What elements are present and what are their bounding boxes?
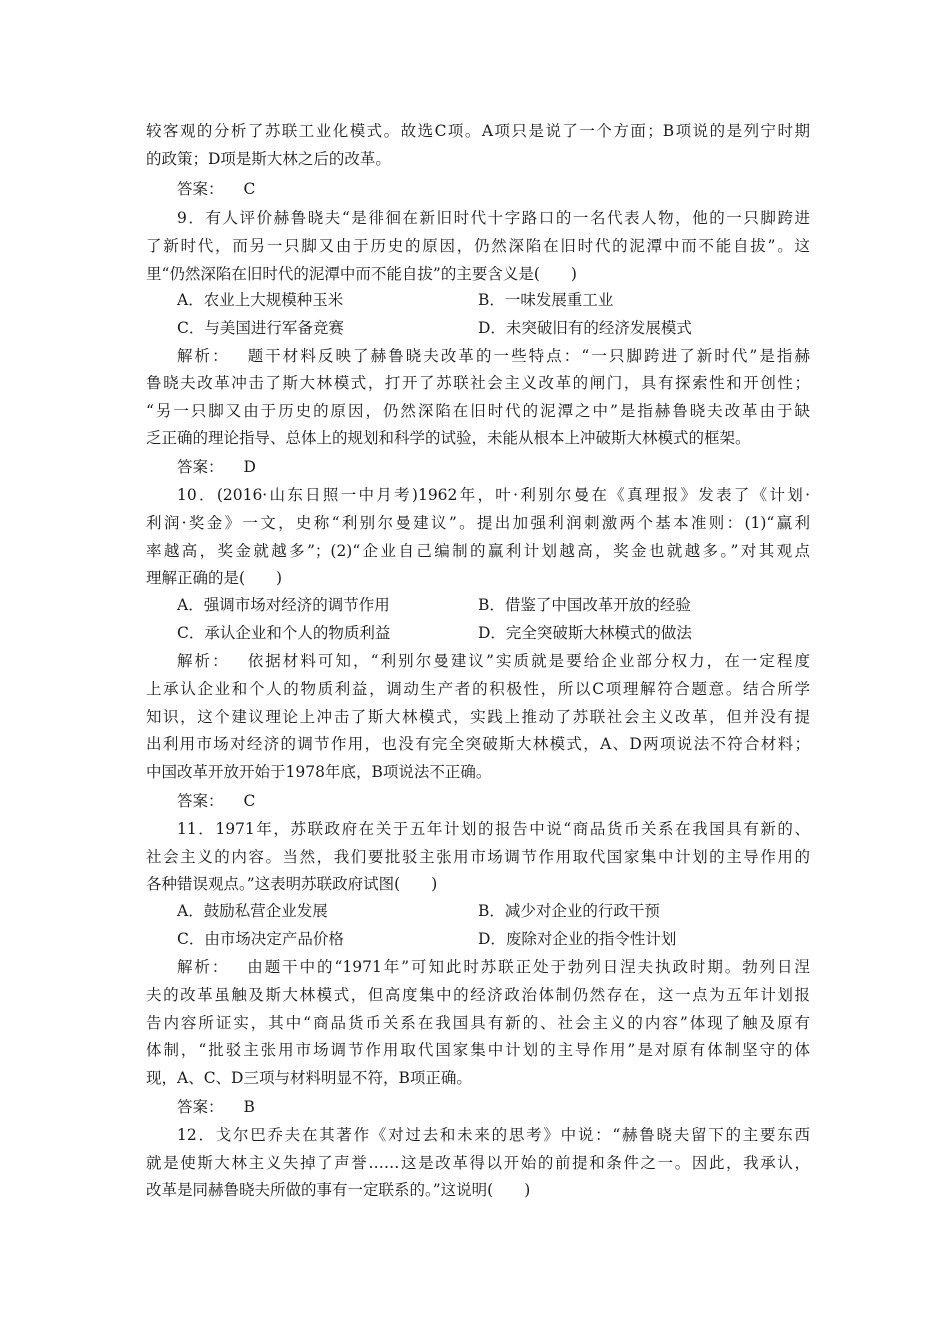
- q9-stem-line: 里“仍然深陷在旧时代的泥潭中而不能自拔”的主要含义是( ): [146, 265, 577, 283]
- q8-answer: [177, 178, 255, 200]
- q10-option-a: A．强调市场对经济的调节作用: [177, 596, 390, 614]
- q11-option-d: D．废除对企业的指令性计划: [478, 930, 677, 948]
- q12-stem-line: 12．戈尔巴乔夫在其著作《对过去和未来的思考》中说：“赫鲁晓夫留下的主要东西: [177, 1126, 810, 1144]
- q10-analysis-line: [177, 650, 810, 672]
- analysis-text: 题干材料反映了赫鲁晓夫改革的一些特点：“一只脚跨进了新时代”是指赫: [247, 347, 810, 365]
- q11-analysis-line: [177, 956, 810, 978]
- answer-value: D: [243, 458, 256, 476]
- answer-label: 答案：: [177, 1098, 224, 1116]
- q11-analysis-line: 体制，“批驳主张用市场调节作用取代国家集中计划的主导作用”是对原有体制坚守的体: [146, 1041, 810, 1059]
- q9-analysis-line: [177, 345, 810, 367]
- q9-analysis-line: 乏正确的理论指导、总体上的规划和科学的试验，未能从根本上冲破斯大林模式的框架。: [146, 429, 751, 447]
- q11-option-b: B．减少对企业的行政干预: [478, 902, 660, 920]
- q11-stem-line: 社会主义的内容。当然，我们要批驳主张用市场调节作用取代国家集中计划的主导作用的: [146, 848, 810, 866]
- q9-option-d: D．未突破旧有的经济发展模式: [478, 319, 692, 337]
- answer-value: B: [243, 1098, 255, 1116]
- q10-stem-line: 率越高，奖金就越多”；(2)“企业自己编制的赢利计划越高，奖金也就越多。”对其观点: [146, 542, 810, 560]
- q12-stem-line: 改革是同赫鲁晓夫所做的事有一定联系的。”这说明( ): [146, 1181, 531, 1199]
- answer-label: 答案：: [177, 458, 224, 476]
- q10-option-d: D．完全突破斯大林模式的做法: [478, 624, 692, 642]
- q11-stem-line: 11．1971年，苏联政府在关于五年计划的报告中说“商品货币关系在我国具有新的、: [177, 820, 810, 838]
- analysis-text: 由题干中的“1971年”可知此时苏联正处于勃列日涅夫执政时期。勃列日涅: [247, 958, 810, 976]
- q9-analysis-line: 鲁晓夫改革冲击了斯大林模式，打开了苏联社会主义改革的闸门，具有探索性和开创性；: [146, 374, 810, 392]
- q8-analysis-line: 的政策；D项是斯大林之后的改革。: [146, 150, 391, 168]
- q10-option-c: C．承认企业和个人的物质利益: [177, 624, 391, 642]
- q9-answer: [177, 456, 256, 478]
- q10-answer: [177, 790, 255, 812]
- q11-analysis-line: 夫的改革虽触及斯大林模式，但高度集中的经济政治体制仍然存在，这一点为五年计划报: [146, 986, 810, 1004]
- q10-analysis-line: 出利用市场对经济的调节作用，也没有完全突破斯大林模式，A、D两项说法不符合材料；: [146, 735, 810, 753]
- q9-option-a: A．农业上大规模种玉米: [177, 291, 344, 309]
- q10-analysis-line: 知识，这个建议理论上冲击了斯大林模式，实践上推动了苏联社会主义改革，但并没有提: [146, 708, 810, 726]
- q9-stem-line: 9．有人评价赫鲁晓夫“是徘徊在新旧时代十字路口的一名代表人物，他的一只脚跨进: [177, 209, 810, 227]
- q11-analysis-line: 告内容所证实，其中“商品货币关系在我国具有新的、社会主义的内容”体现了触及原有: [146, 1014, 810, 1032]
- q11-analysis-line: 现，A、C、D三项与材料明显不符，B项正确。: [146, 1069, 472, 1087]
- q11-option-c: C．由市场决定产品价格: [177, 930, 344, 948]
- q10-stem-line: 利润·奖金》一文，史称“利别尔曼建议”。提出加强利润刺激两个基本准则：(1)“赢利: [146, 514, 810, 532]
- analysis-text: 依据材料可知，“利别尔曼建议”实质就是要给企业部分权力，在一定程度: [247, 652, 810, 670]
- q10-stem-line: 10．(2016·山东日照一中月考)1962年，叶·利别尔曼在《真理报》发表了《计划·: [177, 486, 810, 504]
- q9-stem-line: 了新时代，而另一只脚又由于历史的原因，仍然深陷在旧时代的泥潭中而不能自拔”。这: [146, 237, 810, 255]
- answer-label: 答案：: [177, 792, 224, 810]
- answer-value: C: [243, 180, 256, 198]
- q9-option-c: C．与美国进行军备竞赛: [177, 319, 344, 337]
- answer-label: 答案：: [177, 180, 224, 198]
- q11-stem-line: 各种错误观点。”这表明苏联政府试图( ): [146, 875, 438, 893]
- q9-analysis-line: “另一只脚又由于历史的原因，仍然深陷在旧时代的泥潭之中”是指赫鲁晓夫改革由于缺: [146, 402, 810, 420]
- q11-answer: [177, 1096, 255, 1118]
- q10-analysis-line: 中国改革开放开始于1978年底，B项说法不正确。: [146, 763, 492, 781]
- q8-analysis-line: 较客观的分析了苏联工业化模式。故选C项。A项只是说了一个方面；B项说的是列宁时期: [146, 122, 810, 140]
- q10-stem-line: 理解正确的是( ): [146, 569, 283, 587]
- answer-value: C: [243, 792, 256, 810]
- analysis-label: 解析：: [177, 652, 230, 670]
- q10-analysis-line: 上承认企业和个人的物质利益，调动生产者的积极性，所以C项理解符合题意。结合所学: [146, 680, 810, 698]
- q9-option-b: B．一味发展重工业: [478, 291, 614, 309]
- q12-stem-line: 就是使斯大林主义失掉了声誉……这是改革得以开始的前提和条件之一。因此，我承认，: [146, 1154, 810, 1172]
- q10-option-b: B．借鉴了中国改革开放的经验: [478, 596, 691, 614]
- analysis-label: 解析：: [177, 347, 230, 365]
- q11-option-a: A．鼓励私营企业发展: [177, 902, 328, 920]
- analysis-label: 解析：: [177, 958, 230, 976]
